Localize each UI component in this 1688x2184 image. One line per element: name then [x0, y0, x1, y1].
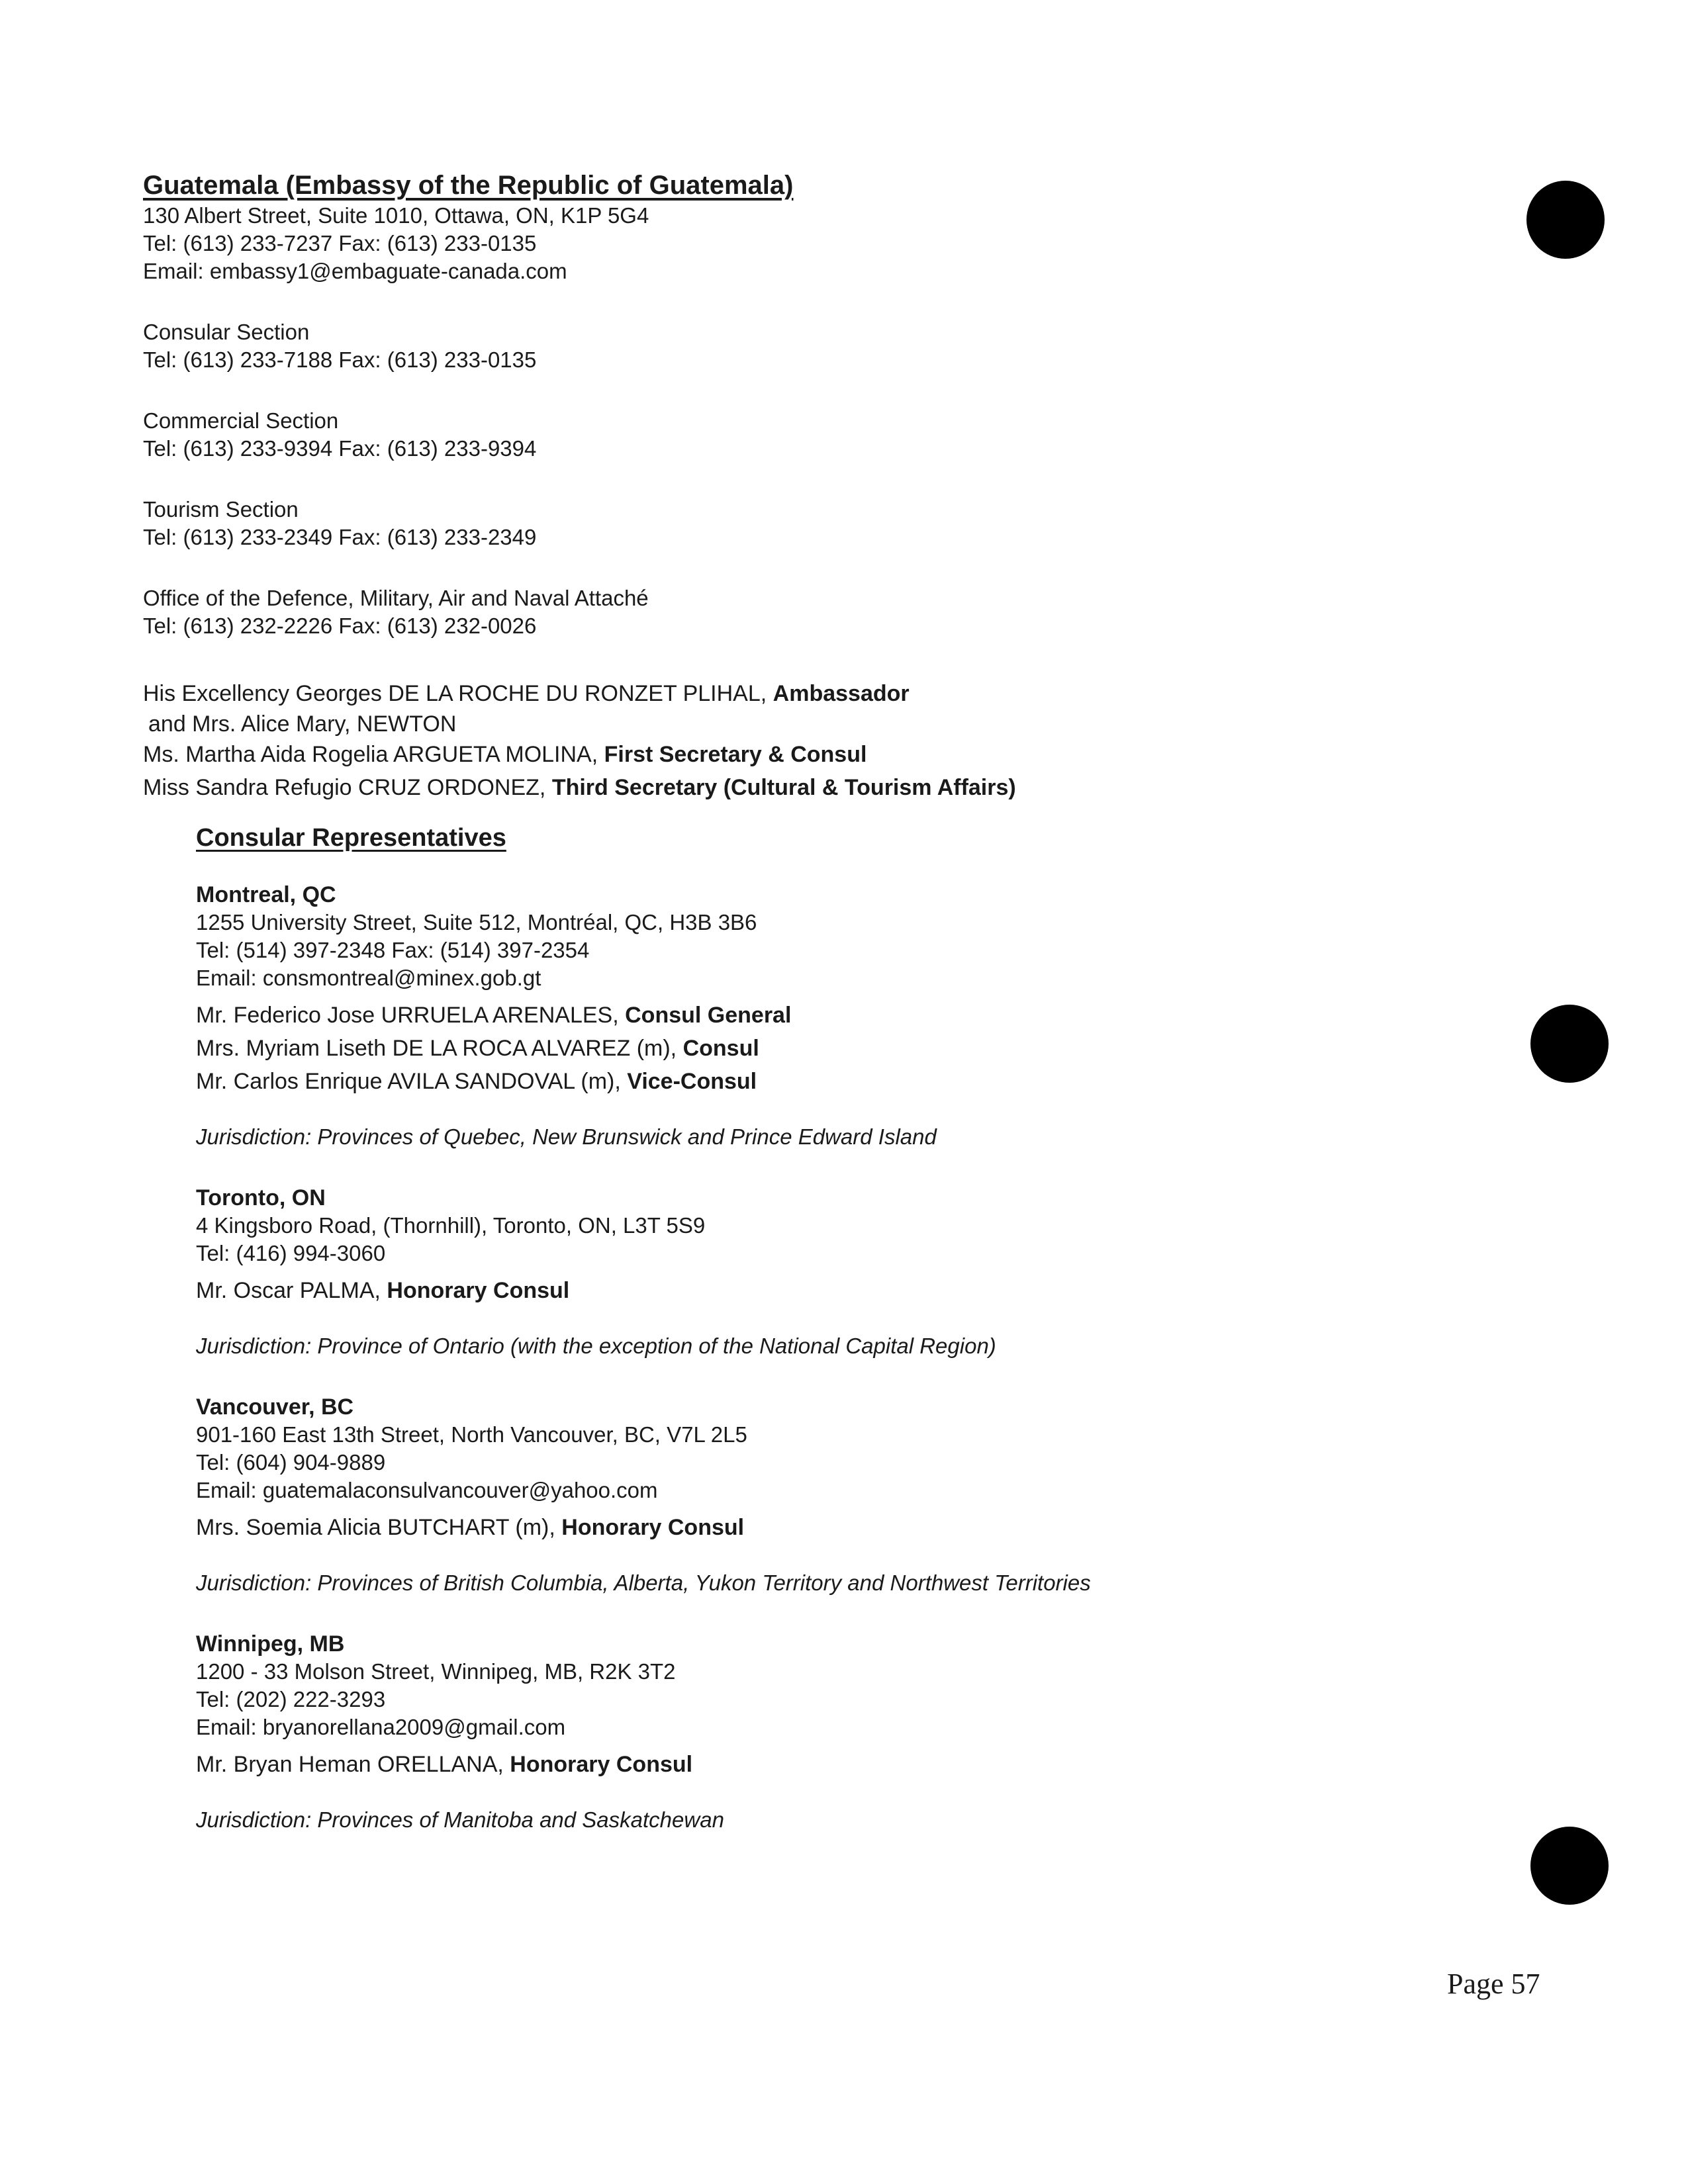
section-tel-fax: Tel: (613) 233-7188 Fax: (613) 233-0135: [143, 347, 537, 372]
office-person: [196, 1511, 1500, 1544]
punch-hole-middle: [1530, 1005, 1609, 1083]
punch-hole-bottom: [1530, 1827, 1609, 1905]
office-address: 1200 - 33 Molson Street, Winnipeg, MB, R2K 3T2: [196, 1659, 676, 1684]
office-address: 1255 University Street, Suite 512, Montréal, QC, H3B 3B6: [196, 910, 757, 934]
person-name: Mr. Carlos Enrique AVILA SANDOVAL (m),: [196, 1069, 628, 1094]
consular-heading: Consular Representatives: [196, 824, 506, 852]
section-name: Commercial Section: [143, 408, 339, 433]
office-email: Email: consmontreal@minex.gob.gt: [196, 966, 541, 990]
person-role: Consul: [682, 1036, 759, 1061]
office-person: [196, 1748, 1500, 1781]
office-email: Email: bryanorellana2009@gmail.com: [196, 1715, 566, 1739]
staff-role: Third Secretary (Cultural & Tourism Affairs): [551, 775, 1016, 800]
person-role: Vice-Consul: [627, 1069, 757, 1094]
office-jurisdiction: Jurisdiction: Provinces of Manitoba and Saskatchewan: [196, 1807, 724, 1832]
office-email: Email: guatemalaconsulvancouver@yahoo.com: [196, 1478, 658, 1502]
section-name: Tourism Section: [143, 497, 299, 522]
office-person: [196, 999, 1500, 1032]
office-address: 901-160 East 13th Street, North Vancouver, BC, V7L 2L5: [196, 1422, 747, 1447]
person-name: Mr. Federico Jose URRUELA ARENALES,: [196, 1003, 626, 1028]
office-person: [196, 1065, 1500, 1098]
section-name: Office of the Defence, Military, Air and Naval Attaché: [143, 586, 649, 610]
office-tel: Tel: (514) 397-2348 Fax: (514) 397-2354: [196, 938, 590, 962]
staff-entry: [143, 771, 1500, 804]
page-content: [143, 169, 1500, 1834]
office-city: Montreal, QC: [196, 882, 336, 907]
person-role: Consul General: [625, 1003, 792, 1028]
staff-spouse: and Mrs. Alice Mary, NEWTON: [148, 711, 457, 737]
consular-representatives: [196, 821, 1500, 1834]
person-role: Honorary Consul: [510, 1752, 693, 1777]
office-jurisdiction: Jurisdiction: Provinces of Quebec, New Brunswick and Prince Edward Island: [196, 1124, 937, 1149]
embassy-email: Email: embassy1@embaguate-canada.com: [143, 259, 567, 283]
staff-name: Ms. Martha Aida Rogelia ARGUETA MOLINA,: [143, 742, 604, 767]
embassy-address: 130 Albert Street, Suite 1010, Ottawa, ON, K1P 5G4: [143, 203, 649, 228]
staff-entry: [143, 738, 1500, 771]
section-tel-fax: Tel: (613) 232-2226 Fax: (613) 232-0026: [143, 614, 537, 638]
office-tel: Tel: (604) 904-9889: [196, 1450, 386, 1475]
office-address: 4 Kingsboro Road, (Thornhill), Toronto, ON, L3T 5S9: [196, 1213, 706, 1238]
staff-role: First Secretary & Consul: [604, 742, 867, 767]
office-tel: Tel: (416) 994-3060: [196, 1241, 386, 1265]
section-tel-fax: Tel: (613) 233-9394 Fax: (613) 233-9394: [143, 436, 537, 461]
embassy-title: Guatemala (Embassy of the Republic of Guatemala): [143, 171, 794, 200]
office-tel: Tel: (202) 222-3293: [196, 1687, 386, 1711]
staff-name: Miss Sandra Refugio CRUZ ORDONEZ,: [143, 775, 552, 800]
office-city: Toronto, ON: [196, 1185, 326, 1210]
person-name: Mr. Bryan Heman ORELLANA,: [196, 1752, 510, 1777]
person-name: Mrs. Myriam Liseth DE LA ROCA ALVAREZ (m),: [196, 1036, 683, 1061]
person-name: Mrs. Soemia Alicia BUTCHART (m),: [196, 1515, 562, 1540]
section-tel-fax: Tel: (613) 233-2349 Fax: (613) 233-2349: [143, 525, 537, 549]
staff-entry-ambassador: [143, 677, 1500, 738]
section-name: Consular Section: [143, 320, 310, 344]
office-city: Winnipeg, MB: [196, 1631, 345, 1657]
staff-name: His Excellency Georges DE LA ROCHE DU RONZET PLIHAL,: [143, 681, 773, 706]
office-city: Vancouver, BC: [196, 1394, 354, 1420]
office-person: [196, 1032, 1500, 1065]
office-person: [196, 1274, 1500, 1307]
embassy-tel-fax: Tel: (613) 233-7237 Fax: (613) 233-0135: [143, 231, 537, 255]
office-jurisdiction: Jurisdiction: Provinces of British Columbia, Alberta, Yukon Territory and Northwest Territories: [196, 1570, 1091, 1595]
person-role: Honorary Consul: [561, 1515, 745, 1540]
staff-role: Ambassador: [773, 681, 910, 706]
punch-hole-top: [1526, 181, 1605, 259]
office-jurisdiction: Jurisdiction: Province of Ontario (with the exception of the National Capital Region): [196, 1334, 996, 1358]
person-name: Mr. Oscar PALMA,: [196, 1278, 387, 1303]
page-number: Page 57: [1447, 1968, 1540, 2000]
person-role: Honorary Consul: [387, 1278, 570, 1303]
